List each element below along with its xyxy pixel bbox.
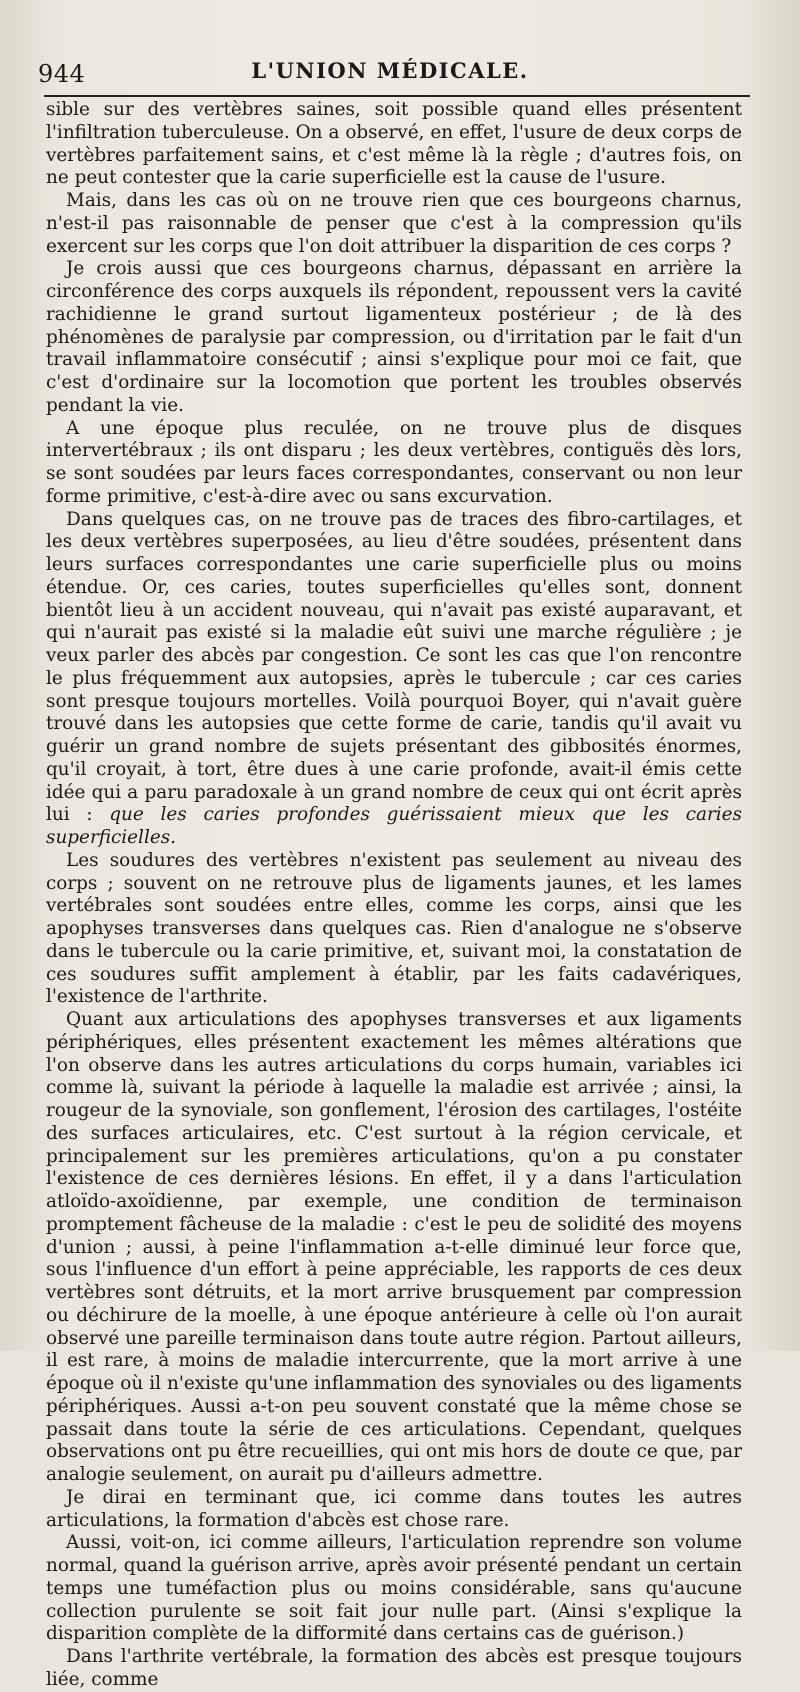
page-number: 944 [38, 60, 86, 88]
paragraph: sible sur des vertèbres saines, soit possible quand elles présentent l'infiltration tuberculeuse. On a observé, en effet, l'usure de deux corps de vertèbres parfaitement sains, et c'est même là la règle ; d'autres fois, on ne peut contester que la carie superficielle est la cause de l'usure. [46, 99, 742, 189]
paragraph: Je dirai en terminant que, ici comme dans toutes les autres articulations, la formation d'abcès est chose rare. [46, 1486, 742, 1531]
paragraph: Aussi, voit-on, ici comme ailleurs, l'articulation reprendre son volume normal, quand la guérison arrive, après avoir présenté pendant un certain temps une tuméfaction plus ou moins considérable, sans qu'aucune collection purulente se soit fait jour nulle part. (Ainsi s'explique la disparition complète de la difformité dans certains cas de guérison.) [46, 1532, 742, 1645]
paragraph: A une époque plus reculée, on ne trouve plus de disques intervertébraux ; ils ont disparu ; les deux vertèbres, contiguës dès lors, se sont soudées par leurs faces correspondantes, conservant ou non leur forme primitive, c'est-à-dire avec ou sans excurvation. [46, 417, 742, 507]
paragraph: Les soudures des vertèbres n'existent pas seulement au niveau des corps ; souvent on ne retrouve plus de ligaments jaunes, et les lames vertébrales sont soudées entre elles, comme les corps, ainsi que les apophyses transverses dans quelques cas. Rien d'analogue ne s'observe dans le tubercule ou la carie primitive, et, suivant moi, la constatation de ces soudures suffit amplement à établir, par les faits cadavériques, l'existence de l'arthrite. [46, 849, 742, 1008]
italic-quote: que les caries profondes guérissaient mieux que les caries superficielles. [46, 804, 742, 848]
page-header [38, 50, 742, 90]
paragraph: Quant aux articulations des apophyses transverses et aux ligaments périphériques, elles présentent exactement les mêmes altérations que l'on observe dans les autres articulations du corps humain, variables ici comme là, suivant la période à laquelle la maladie est arrivée ; ainsi, la rougeur de la synoviale, son gonflement, l'érosion des cartilages, l'ostéite des surfaces articulaires, etc. C'est surtout à la région cervicale, et principalement sur les premières articulations, qu'on a pu constater l'existence de ces dernières lésions. En effet, il y a dans l'articulation atloïdo-axoïdienne, par exemple, une condition de terminaison promptement fâcheuse de la maladie : c'est le peu de solidité des moyens d'union ; aussi, à peine l'inflammation a-t-elle diminué leur force que, sous l'influence d'un effort à peine appréciable, les rapports de ces deux vertèbres sont détruits, et la mort arrive brusquement par compression ou déchirure de la moelle, à une époque antérieure à celle où l'on aurait observé une pareille terminaison dans toute autre région. Partout ailleurs, il est rare, à moins de maladie intercurrente, que la mort arrive à une époque où il n'existe qu'une inflammation des synoviales ou des ligaments périphériques. Aussi a-t-on peu souvent constaté que la même chose se passait dans toute la série de ces articulations. Cependant, quelques observations ont pu être recueillies, qui ont mis hors de doute ce que, par analogie seulement, on aurait pu d'ailleurs admettre. [46, 1009, 742, 1485]
paragraph: Je crois aussi que ces bourgeons charnus, dépassant en arrière la circonférence des corps auxquels ils répondent, repoussent vers la cavité rachidienne le grand surtout ligamenteux postérieur ; de là des phénomènes de paralysie par compression, ou d'irritation par le fait d'un travail inflammatoire consécutif ; ainsi s'explique pour moi ce fait, que c'est d'ordinaire sur la locomotion que portent les troubles observés pendant la vie. [46, 258, 742, 416]
running-title: L'UNION MÉDICALE. [251, 58, 529, 83]
header-rule [44, 95, 750, 97]
article-body [46, 99, 742, 1692]
paragraph: Dans l'arthrite vertébrale, la formation des abcès est presque toujours liée, comme [46, 1646, 742, 1690]
paragraph: Mais, dans les cas où on ne trouve rien que ces bourgeons charnus, n'est-il pas raisonnable de penser que c'est à la compression qu'ils exercent sur les corps que l'on doit attribuer la disparition de ces corps ? [46, 190, 742, 257]
paragraph: Dans quelques cas, on ne trouve pas de traces des fibro-cartilages, et les deux vertèbres superposées, au lieu d'être soudées, présentent dans leurs surfaces correspondantes une carie superficielle plus ou moins étendue. Or, ces caries, toutes superficielles qu'elles sont, donnent bientôt lieu à un accident nouveau, qui n'avait pas existé auparavant, et qui n'aurait pas existé si la maladie eût suivi une marche régulière ; je veux parler des abcès par congestion. Ce sont les cas que l'on rencontre le plus fréquemment aux autopsies, après le tubercule ; car ces caries sont presque toujours mortelles. Voilà pourquoi Boyer, qui n'avait guère trouvé dans les autopsies que cette forme de carie, tandis qu'il avait vu guérir un grand nombre de sujets présentant des gibbosités énormes, qu'il croyait, à tort, être dues à une carie profonde, avait-il émis cette idée qui a paru paradoxale à un grand nombre de ceux qui ont écrit après lui : que les caries profondes guérissaient mieux que les caries superficielles. [46, 508, 742, 848]
